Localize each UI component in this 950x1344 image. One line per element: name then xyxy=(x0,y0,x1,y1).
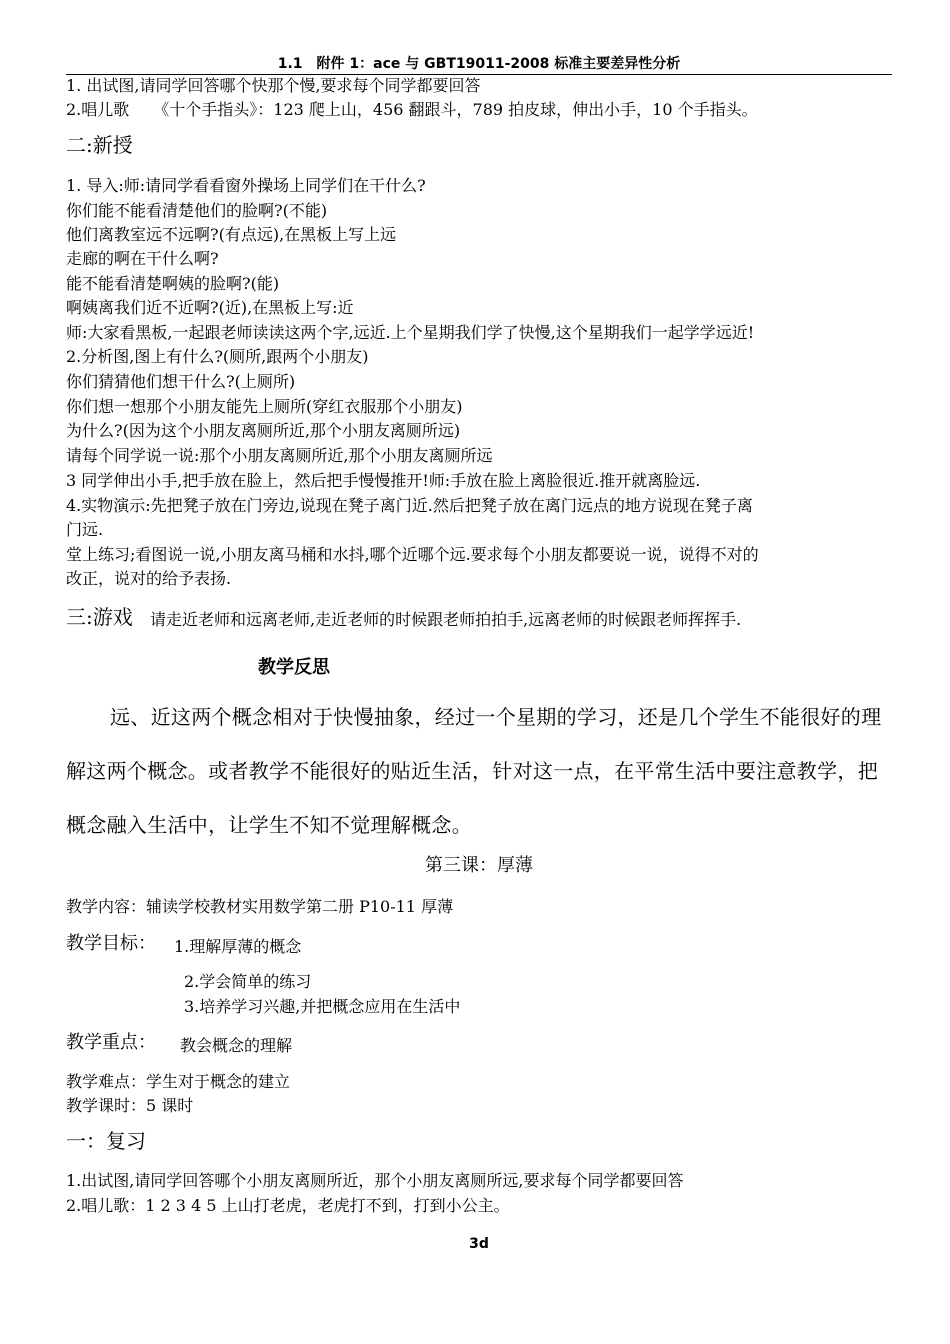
text-line: 请走近老师和远离老师,走近老师的时候跟老师拍拍手,远离老师的时候跟老师挥挥手. xyxy=(150,610,742,629)
text-line: 2.分析图,图上有什么?(厕所,跟两个小朋友) xyxy=(66,347,369,366)
text-line: 改正，说对的给予表扬. xyxy=(66,569,232,588)
text-line: 请每个同学说一说:那个小朋友离厕所近,那个小朋友离厕所远 xyxy=(66,446,493,465)
text-line: 教学课时：5 课时 xyxy=(66,1096,194,1115)
text-line: 师:大家看黑板,一起跟老师读读这两个字,远近.上个星期我们学了快慢,这个星期我们一起学学远近! xyxy=(66,323,755,342)
text-line: 3.培养学习兴趣,并把概念应用在生活中 xyxy=(184,997,461,1016)
text-line: 教学难点：学生对于概念的建立 xyxy=(66,1072,291,1091)
text-line: 1. 导入:师:请同学看看窗外操场上同学们在干什么? xyxy=(66,176,426,195)
page-header: 1.1 附件 1：ace 与 GBT19011-2008 标准主要差异性分析 xyxy=(66,55,892,75)
section-heading: 一：复习 xyxy=(66,1129,146,1153)
lesson-title: 第三课：厚薄 xyxy=(425,855,533,876)
text-line: 1. 出试图,请同学回答哪个快那个慢,要求每个同学都要回答 xyxy=(66,76,481,95)
text-line: 你们能不能看清楚他们的脸啊?(不能) xyxy=(66,201,328,220)
section-heading: 三:游戏 xyxy=(66,605,133,629)
text-line: 1.出试图,请同学回答哪个小朋友离厕所近，那个小朋友离厕所远,要求每个同学都要回答 xyxy=(66,1171,684,1190)
page-footer: 3d xyxy=(469,1236,489,1252)
text-line: 教会概念的理解 xyxy=(180,1036,293,1055)
text-line: 他们离教室远不远啊?(有点远),在黑板上写上远 xyxy=(66,225,397,244)
text-line: 教学内容：辅读学校教材实用数学第二册 P10-11 厚薄 xyxy=(66,897,454,916)
text-line: 为什么?(因为这个小朋友离厕所近,那个小朋友离厕所远) xyxy=(66,421,461,440)
text-line: 你们猜猜他们想干什么?(上厕所) xyxy=(66,372,296,391)
text-line: 3 同学伸出小手,把手放在脸上，然后把手慢慢推开!师:手放在脸上离脸很近.推开就离脸远. xyxy=(66,471,701,490)
text-line: 4.实物演示:先把凳子放在门旁边,说现在凳子离门近.然后把凳子放在离门远点的地方说现在凳子离 xyxy=(66,496,753,515)
text-line: 2.唱儿歌 《十个手指头》：123 爬上山，456 翻跟斗，789 拍皮球，伸出小手，10 个手指头。 xyxy=(66,100,758,119)
text-line: 能不能看清楚啊姨的脸啊?(能) xyxy=(66,274,280,293)
reflection-title: 教学反思 xyxy=(258,657,330,678)
field-label: 教学重点： xyxy=(66,1032,156,1053)
text-line: 2.学会简单的练习 xyxy=(184,972,312,991)
text-line: 啊姨离我们近不近啊?(近),在黑板上写:近 xyxy=(66,298,354,317)
section-heading: 二:新授 xyxy=(66,133,133,157)
text-line: 2.唱儿歌：1 2 3 4 5 上山打老虎，老虎打不到，打到小公主。 xyxy=(66,1196,510,1215)
text-line: 门远. xyxy=(66,520,104,539)
text-line: 你们想一想那个小朋友能先上厕所(穿红衣服那个小朋友) xyxy=(66,397,463,416)
reflection-paragraph: 远、近这两个概念相对于快慢抽象，经过一个星期的学习，还是几个学生不能很好的理解这两个概念。或者教学不能很好的贴近生活，针对这一点，在平常生活中要注意教学，把概念融入生活中，让学生不知不觉理解概念。 xyxy=(66,705,882,837)
text-line: 1.理解厚薄的概念 xyxy=(174,937,302,956)
field-label: 教学目标： xyxy=(66,933,156,954)
text-line: 走廊的啊在干什么啊? xyxy=(66,249,219,268)
text-line: 堂上练习;看图说一说,小朋友离马桶和水抖,哪个近哪个远.要求每个小朋友都要说一说，说得不对的 xyxy=(66,545,759,564)
